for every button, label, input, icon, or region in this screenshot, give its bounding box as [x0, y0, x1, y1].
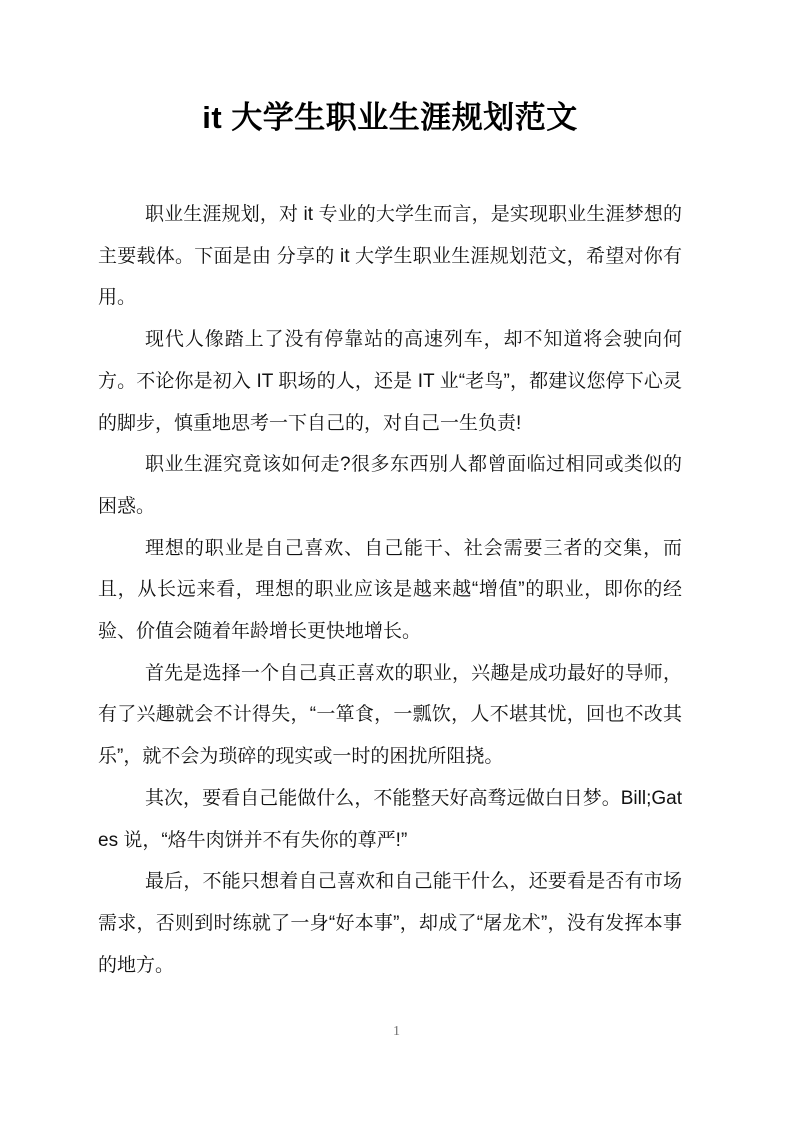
body-text	[98, 194, 682, 986]
paragraph-1: 职业生涯规划，对 it 专业的大学生而言，是实现职业生涯梦想的主要载体。下面是由 分享的 it 大学生职业生涯规划范文，希望对你有用。	[98, 204, 682, 309]
paragraph-6: 其次，要看自己能做什么，不能整天好高骛远做白日梦。Bill;Gates 说，“烙牛肉饼并不有失你的尊严!”	[98, 787, 682, 851]
paragraph-4: 理想的职业是自己喜欢、自己能干、社会需要三者的交集，而且，从长远来看，理想的职业应该是越来越“增值”的职业，即你的经验、价值会随着年龄增长更快地增长。	[98, 537, 682, 643]
paragraph-5: 首先是选择一个自己真正喜欢的职业，兴趣是成功最好的导师，有了兴趣就会不计得失，“一箪食，一瓢饮，人不堪其忧，回也不改其乐”，就不会为琐碎的现实或一时的困扰所阻挠。	[98, 662, 682, 768]
paragraph-2: 现代人像踏上了没有停靠站的高速列车，却不知道将会驶向何方。不论你是初入 IT 职场的人，还是 IT 业“老鸟”，都建议您停下心灵的脚步，慎重地思考一下自己的，对自己一生负责!	[98, 329, 682, 434]
paragraph-3: 职业生涯究竟该如何走?很多东西别人都曾面临过相同或类似的困惑。	[98, 454, 682, 517]
page-number: 1	[393, 1024, 400, 1039]
paragraph-7: 最后，不能只想着自己喜欢和自己能干什么，还要看是否有市场需求，否则到时练就了一身“好本事”，却成了“屠龙术”，没有发挥本事的地方。	[98, 871, 682, 976]
page-title: it 大学生职业生涯规划范文	[202, 100, 578, 135]
